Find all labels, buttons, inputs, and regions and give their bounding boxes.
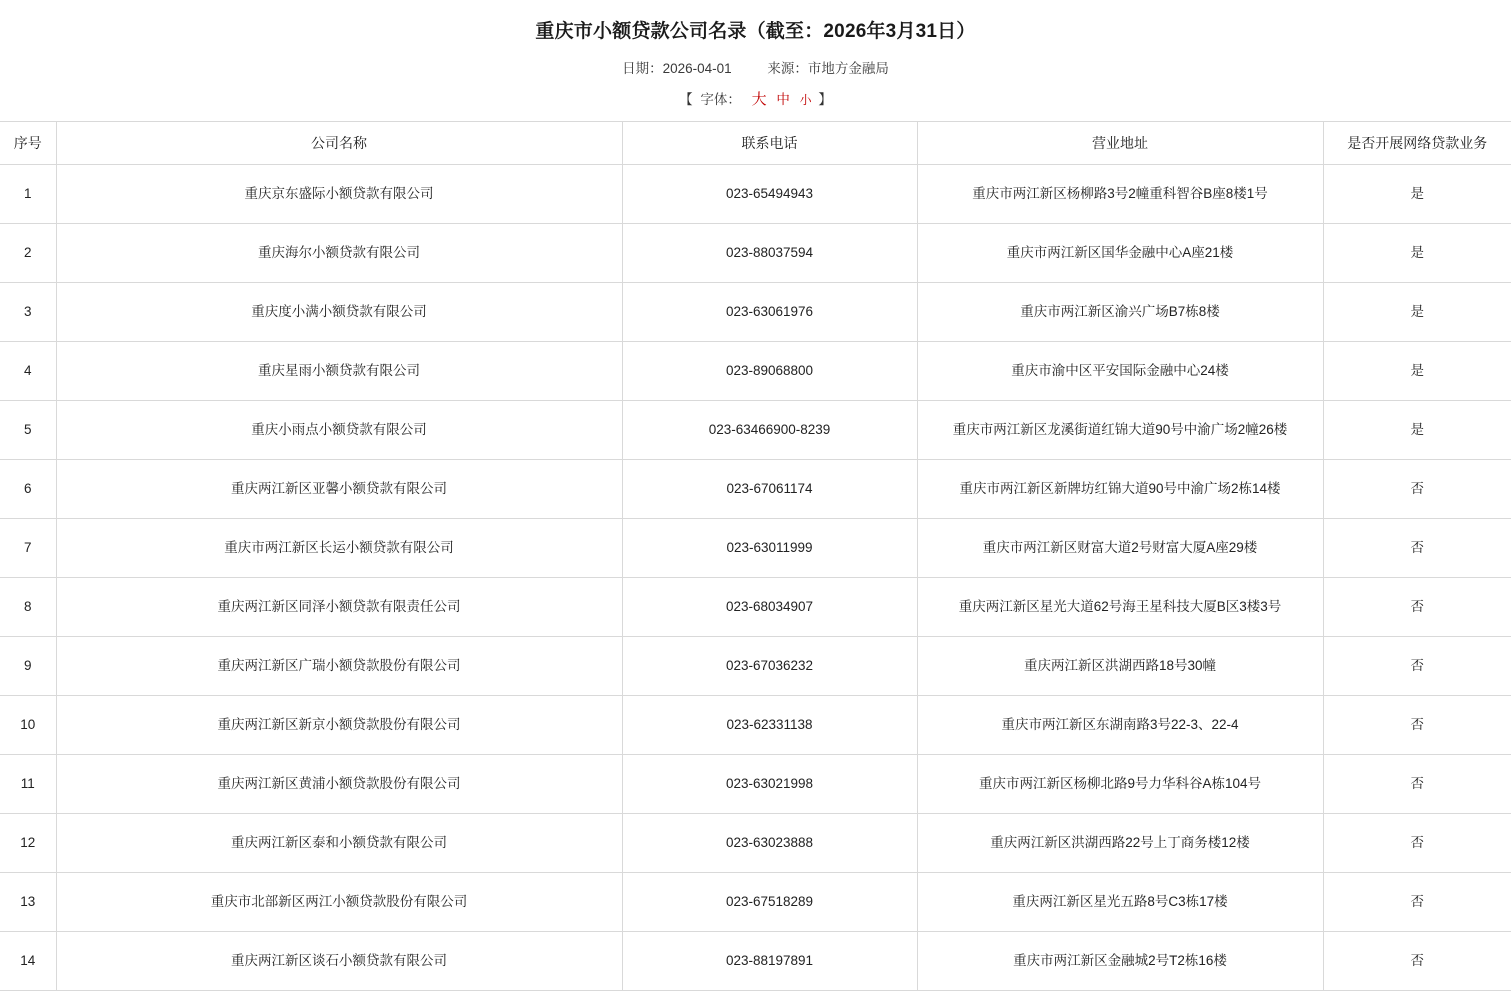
table-row	[0, 637, 1511, 696]
cell-net-loan: 是	[1323, 283, 1511, 342]
cell-net-loan: 否	[1323, 873, 1511, 932]
cell-address: 重庆市两江新区国华金融中心A座21楼	[917, 224, 1323, 283]
font-size-medium-button[interactable]: 中	[776, 92, 790, 107]
cell-company-name: 重庆市两江新区长运小额贷款有限公司	[56, 519, 622, 578]
table-row	[0, 165, 1511, 224]
cell-net-loan: 否	[1323, 932, 1511, 991]
cell-index: 10	[0, 696, 56, 755]
font-size-switcher	[0, 88, 1511, 109]
cell-index: 8	[0, 578, 56, 637]
cell-company-name: 重庆两江新区新京小额贷款股份有限公司	[56, 696, 622, 755]
cell-phone: 023-65494943	[622, 165, 917, 224]
cell-index: 12	[0, 814, 56, 873]
table-row	[0, 696, 1511, 755]
table-row	[0, 519, 1511, 578]
cell-phone: 023-88037594	[622, 224, 917, 283]
cell-index: 1	[0, 165, 56, 224]
column-header-phone: 联系电话	[622, 122, 917, 165]
font-size-large-button[interactable]: 大	[751, 91, 767, 108]
cell-net-loan: 是	[1323, 224, 1511, 283]
source-value: 市地方金融局	[807, 61, 889, 76]
source	[767, 57, 889, 77]
cell-net-loan: 否	[1323, 696, 1511, 755]
cell-company-name: 重庆度小满小额贷款有限公司	[56, 283, 622, 342]
cell-company-name: 重庆星雨小额贷款有限公司	[56, 342, 622, 401]
cell-company-name: 重庆两江新区广瑞小额贷款股份有限公司	[56, 637, 622, 696]
cell-phone: 023-67036232	[622, 637, 917, 696]
cell-address: 重庆市两江新区渝兴广场B7栋8楼	[917, 283, 1323, 342]
page-title: 重庆市小额贷款公司名录（截至：2026年3月31日）	[535, 21, 976, 42]
cell-index: 4	[0, 342, 56, 401]
cell-address: 重庆市两江新区东湖南路3号22-3、22-4	[917, 696, 1323, 755]
cell-net-loan: 是	[1323, 342, 1511, 401]
cell-address: 重庆两江新区洪湖西路18号30幢	[917, 637, 1323, 696]
cell-net-loan: 否	[1323, 519, 1511, 578]
table-row	[0, 873, 1511, 932]
cell-address: 重庆市两江新区杨柳路3号2幢重科智谷B座8楼1号	[917, 165, 1323, 224]
cell-address: 重庆市两江新区杨柳北路9号力华科谷A栋104号	[917, 755, 1323, 814]
cell-address: 重庆市渝中区平安国际金融中心24楼	[917, 342, 1323, 401]
cell-company-name: 重庆市北部新区两江小额贷款股份有限公司	[56, 873, 622, 932]
source-label: 来源：	[767, 61, 808, 76]
column-header-name: 公司名称	[56, 122, 622, 165]
cell-company-name: 重庆两江新区谈石小额贷款有限公司	[56, 932, 622, 991]
column-header-address: 营业地址	[917, 122, 1323, 165]
cell-index: 2	[0, 224, 56, 283]
publish-date-label: 日期：	[622, 61, 663, 76]
table-row	[0, 401, 1511, 460]
cell-net-loan: 否	[1323, 460, 1511, 519]
cell-company-name: 重庆两江新区黄浦小额贷款股份有限公司	[56, 755, 622, 814]
cell-address: 重庆市两江新区龙溪街道红锦大道90号中渝广场2幢26楼	[917, 401, 1323, 460]
table-row	[0, 342, 1511, 401]
cell-index: 13	[0, 873, 56, 932]
cell-company-name: 重庆海尔小额贷款有限公司	[56, 224, 622, 283]
cell-phone: 023-88197891	[622, 932, 917, 991]
publish-date	[622, 57, 732, 77]
cell-index: 11	[0, 755, 56, 814]
cell-address: 重庆两江新区洪湖西路22号上丁商务楼12楼	[917, 814, 1323, 873]
column-header-net-loan: 是否开展网络贷款业务	[1323, 122, 1511, 165]
cell-company-name: 重庆两江新区亚馨小额贷款有限公司	[56, 460, 622, 519]
cell-net-loan: 是	[1323, 401, 1511, 460]
cell-company-name: 重庆两江新区同泽小额贷款有限责任公司	[56, 578, 622, 637]
cell-company-name: 重庆小雨点小额贷款有限公司	[56, 401, 622, 460]
cell-phone: 023-63466900-8239	[622, 401, 917, 460]
table-row	[0, 814, 1511, 873]
font-size-small-button[interactable]: 小	[799, 93, 812, 107]
cell-phone: 023-89068800	[622, 342, 917, 401]
cell-phone: 023-62331138	[622, 696, 917, 755]
cell-net-loan: 是	[1323, 165, 1511, 224]
table-row	[0, 578, 1511, 637]
cell-company-name: 重庆两江新区泰和小额贷款有限公司	[56, 814, 622, 873]
cell-phone: 023-63021998	[622, 755, 917, 814]
table-row	[0, 932, 1511, 991]
cell-net-loan: 否	[1323, 578, 1511, 637]
company-directory-table	[0, 121, 1511, 991]
cell-company-name: 重庆京东盛际小额贷款有限公司	[56, 165, 622, 224]
cell-phone: 023-63061976	[622, 283, 917, 342]
cell-net-loan: 否	[1323, 814, 1511, 873]
cell-address: 重庆市两江新区金融城2号T2栋16楼	[917, 932, 1323, 991]
column-header-index: 序号	[0, 122, 56, 165]
cell-index: 3	[0, 283, 56, 342]
bracket-right: 】	[818, 92, 832, 107]
document-meta	[0, 57, 1511, 77]
cell-address: 重庆市两江新区财富大道2号财富大厦A座29楼	[917, 519, 1323, 578]
font-size-label: 字体：	[700, 92, 741, 107]
publish-date-value: 2026-04-01	[662, 61, 732, 76]
cell-phone: 023-68034907	[622, 578, 917, 637]
cell-phone: 023-63023888	[622, 814, 917, 873]
cell-index: 14	[0, 932, 56, 991]
table-row	[0, 224, 1511, 283]
cell-index: 5	[0, 401, 56, 460]
cell-index: 7	[0, 519, 56, 578]
table-row	[0, 283, 1511, 342]
cell-phone: 023-67518289	[622, 873, 917, 932]
cell-index: 9	[0, 637, 56, 696]
bracket-left: 【	[679, 92, 693, 107]
cell-address: 重庆两江新区星光大道62号海王星科技大厦B区3楼3号	[917, 578, 1323, 637]
cell-phone: 023-67061174	[622, 460, 917, 519]
cell-phone: 023-63011999	[622, 519, 917, 578]
table-header-row	[0, 122, 1511, 165]
cell-address: 重庆市两江新区新牌坊红锦大道90号中渝广场2栋14楼	[917, 460, 1323, 519]
cell-net-loan: 否	[1323, 755, 1511, 814]
cell-index: 6	[0, 460, 56, 519]
cell-address: 重庆两江新区星光五路8号C3栋17楼	[917, 873, 1323, 932]
table-row	[0, 460, 1511, 519]
cell-net-loan: 否	[1323, 637, 1511, 696]
table-row	[0, 755, 1511, 814]
